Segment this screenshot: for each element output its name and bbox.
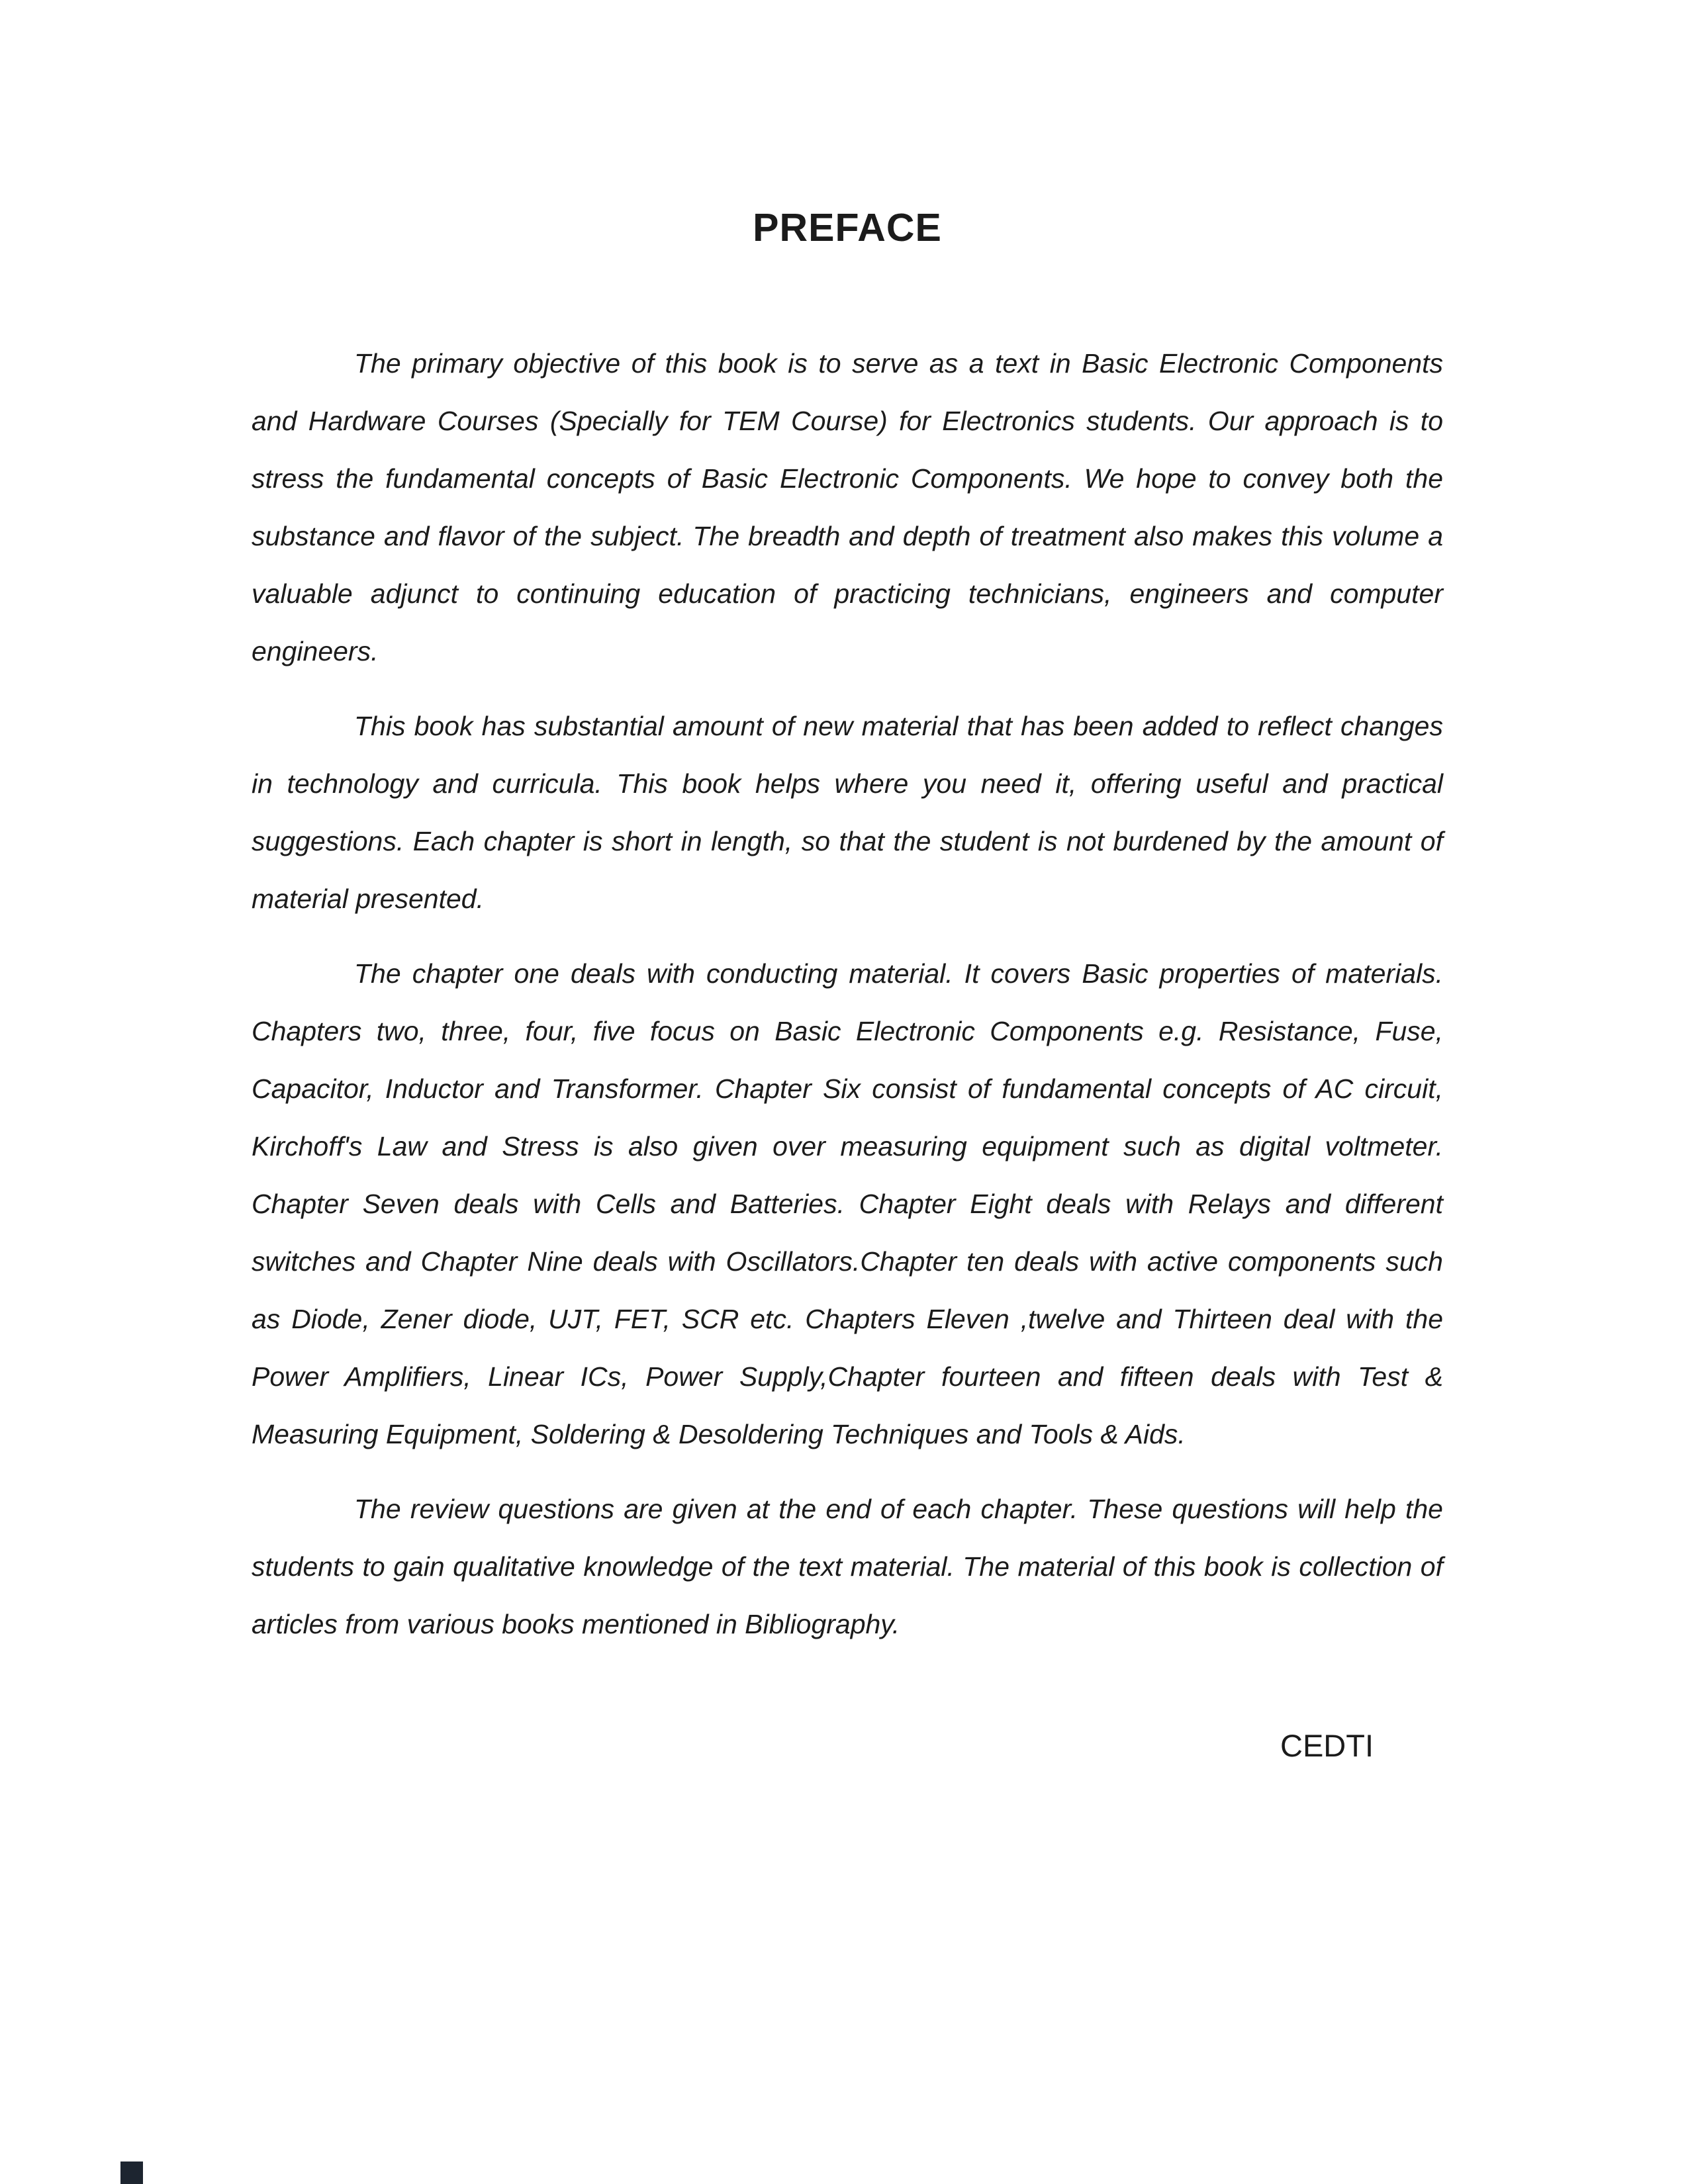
- page-corner-mark: [120, 2161, 143, 2184]
- preface-paragraph-3: The chapter one deals with conducting material. It covers Basic properties of materials. Chapters two, three, four, five focus on Basic Electronic Components e.g. Resistance, Fuse, Capacitor, Inductor and Transformer. Chapter Six consist of fundamental concepts of AC circuit, Kirchoff's Law and Stress is also given over measuring equipment such as digital voltmeter. Chapter Seven deals with Cells and Batteries. Chapter Eight deals with Relays and different switches and Chapter Nine deals with Oscillators.Chapter ten deals with active components such as Diode, Zener diode, UJT, FET, SCR etc. Chapters Eleven ,twelve and Thirteen deal with the Power Amplifiers, Linear ICs, Power Supply,Chapter fourteen and fifteen deals with Test & Measuring Equipment, Soldering & Desoldering Techniques and Tools & Aids.: [252, 958, 1443, 1449]
- preface-paragraph-2: This book has substantial amount of new material that has been added to reflect changes in technology and curricula. This book helps where you need it, offering useful and practical suggestions. Each chapter is short in length, so that the student is not burdened by the amount of material presented.: [252, 711, 1443, 914]
- preface-paragraph-4: The review questions are given at the end of each chapter. These questions will help the students to gain qualitative knowledge of the text material. The material of this book is collection of articles from various books mentioned in Bibliography.: [252, 1494, 1443, 1639]
- preface-paragraph-1: The primary objective of this book is to serve as a text in Basic Electronic Components and Hardware Courses (Specially for TEM Course) for Electronics students. Our approach is to stress the fundamental concepts of Basic Electronic Components. We hope to convey both the substance and flavor of the subject. The breadth and depth of treatment also makes this volume a valuable adjunct to continuing education of practicing technicians, engineers and computer engineers.: [252, 348, 1443, 666]
- signature: CEDTI: [1280, 1728, 1374, 1763]
- page-title: PREFACE: [753, 206, 942, 250]
